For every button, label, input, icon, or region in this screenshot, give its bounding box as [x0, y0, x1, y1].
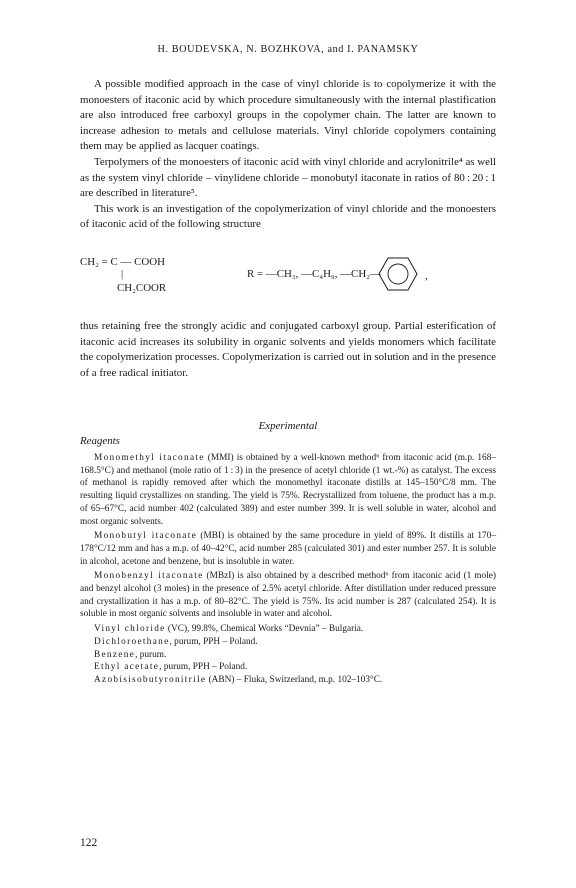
reagent-paragraph — [80, 530, 496, 568]
paragraph: thus retaining free the strongly acidic and conjugated carboxyl group. Partial esterification of itaconic acid increases its solubility in organic solvents and yields monomers which facilitate the copolymerization processes. Copolymerization is carried out in solution and in the presence of a free radical initiator. — [80, 320, 496, 379]
paragraph: A possible modified approach in the case of vinyl chloride is to copolymerize it with the monoesters of itaconic acid by which procedure simultaneously with the internal plastification are also introduced free carboxyl groups in the copolymer chain. The latter are known to increase adhesion to metals and cellulose materials. Vinyl chloride copolymers containing them may be applied as lacquer coatings. — [80, 78, 496, 153]
running-header: H. BOUDEVSKA, N. BOZHKOVA, and I. PANAMSKY — [157, 44, 419, 55]
reagent-name: Dichloroethane — [94, 636, 170, 647]
reagent-name: Monomethyl itaconate — [94, 453, 205, 463]
reagent-list-item — [80, 649, 496, 662]
after-formula-section — [80, 319, 496, 381]
reagent-name: Benzene — [94, 649, 136, 660]
reagent-name: Monobenzyl itaconate — [94, 571, 204, 582]
reagent-text: (VC), 99.8%, Chemical Works “Devnia” – Bulgaria. — [165, 624, 364, 635]
formula-line-1: CH₂ = C — COOH — [80, 256, 165, 268]
reagent-name: Ethyl acetate — [94, 662, 160, 673]
paragraph: This work is an investigation of the copolymerization of vinyl chloride and the monoesters of itaconic acid of the following structure — [80, 202, 496, 231]
subsection-title: Reagents — [80, 435, 120, 447]
formula-r-definition: R = —CH₃, —C₄H₉, —CH₂— — [247, 268, 381, 280]
intro-section — [80, 77, 496, 233]
reagent-name: Vinyl chloride — [94, 624, 166, 635]
reagent-text: , purum, PPH – Poland. — [169, 636, 258, 647]
reagent-list-item — [80, 674, 496, 687]
formula-bond: | — [121, 268, 124, 280]
reagent-text: (MMI) is obtained by a well-known method⁶ from itaconic acid (m.p. 168–168.5°C) and methanol (mole ratio of 1 : 3) in the presence of acetyl chloride (1 wt.-%) as catalyst. The excess of methanol is rapidly removed after which the monomethyl itaconate distills at 145–150°C/8 mm. The resulting liquid crystallizes on standing. The yield is 75%. Recrystallized from toluene, the product has a m.p. of 65–67°C, acid number 402 (calculated 389) and ester number 399. It is well soluble in water, alcohol and most organic solvents. — [80, 453, 496, 527]
reagent-name: Azobisisobutyronitrile — [94, 674, 207, 685]
reagent-list-item — [80, 661, 496, 674]
reagent-text: (MBzI) is also obtained by a described method⁶ from itaconic acid (1 mole) and benzyl alcohol (3 moles) in the presence of 2.5% acetyl chloride. After distillation under reduced pressure and crystallization it has a m.p. of 80–82°C. The yield is 75%. Its acid number is 287 (calculated 254). It is soluble in most organic solvents and insoluble in water and alcohol. — [80, 571, 496, 620]
reagent-text: (MBI) is obtained by the same procedure in yield of 89%. It distills at 170–178°C/12 mm and has a m.p. of 40–42°C, acid number 285 (calculated 301) and ester number 257. It is soluble in alcohol, acetone and benzene, but is insoluble in water. — [80, 531, 496, 567]
reagent-text: , purum. — [135, 649, 167, 660]
reagent-name: Monobutyl itaconate — [94, 531, 197, 542]
reagent-paragraph — [80, 452, 496, 528]
reagents-section — [80, 452, 496, 687]
reagent-list-item — [80, 623, 496, 636]
formula-comma: , — [425, 270, 428, 282]
reagent-text: (ABN) – Fluka, Switzerland, m.p. 102–103°C. — [206, 674, 383, 685]
reagent-list-item — [80, 636, 496, 649]
paragraph: Terpolymers of the monoesters of itaconic acid with vinyl chloride and acrylonitrile⁴ as well as the system vinyl chloride – vinylidene chloride – monobutyl itaconate in ratios of 80 : 20 : 1 are described in literature⁵. — [80, 155, 496, 200]
benzene-ring-icon — [378, 256, 418, 292]
formula-line-2: CH₂COOR — [117, 282, 167, 294]
reagent-paragraph — [80, 570, 496, 621]
page-number: 122 — [80, 837, 98, 849]
structure-formula — [80, 256, 500, 302]
section-title: Experimental — [258, 420, 318, 432]
reagent-text: , purum, PPH – Poland. — [159, 662, 248, 673]
